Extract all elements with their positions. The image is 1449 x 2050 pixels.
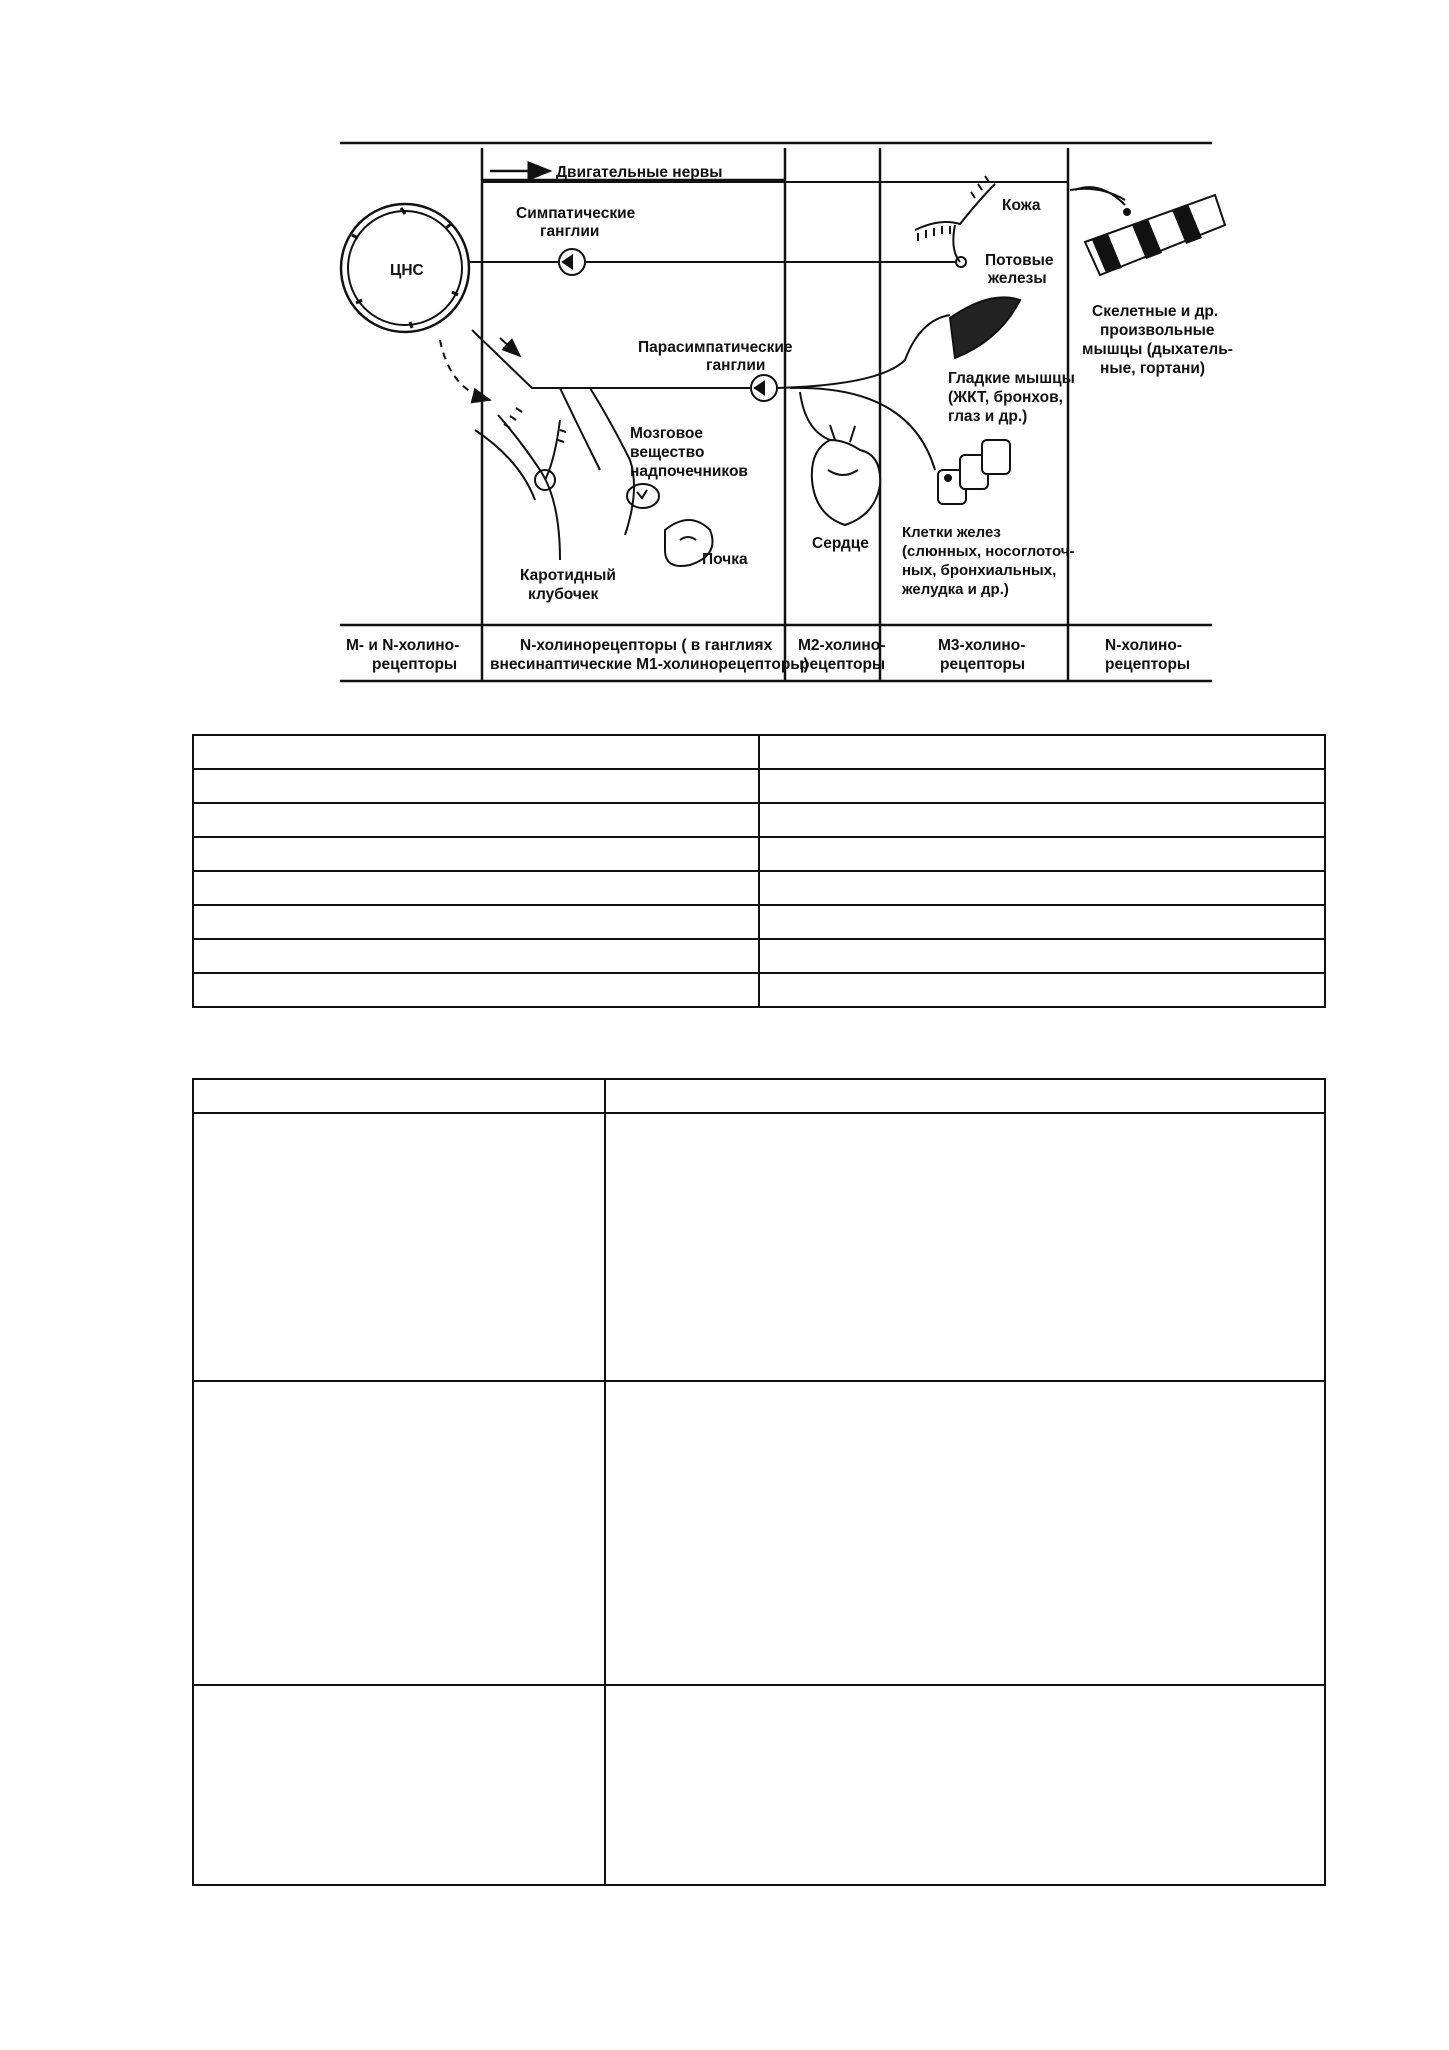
table-row — [193, 1685, 1325, 1885]
svg-text:(ЖКТ, бронхов,: (ЖКТ, бронхов, — [948, 389, 1063, 406]
svg-text:ных, бронхиальных,: ных, бронхиальных, — [902, 562, 1057, 579]
adrenal-medulla-label — [630, 425, 748, 480]
carotid-body-label — [520, 567, 616, 603]
svg-text:клубочек: клубочек — [528, 586, 599, 603]
empty-table-1 — [192, 734, 1326, 1008]
table-cell[interactable] — [759, 871, 1325, 905]
svg-text:Клетки желез: Клетки желез — [902, 524, 1001, 541]
table-cell[interactable] — [605, 1079, 1325, 1113]
svg-text:желудка и др.): желудка и др.) — [902, 581, 1009, 598]
diagram-frame — [340, 143, 1212, 681]
table-cell[interactable] — [193, 1685, 605, 1885]
footer-col1 — [346, 637, 459, 673]
footer-col5 — [1105, 637, 1190, 673]
table-row — [193, 939, 1325, 973]
svg-text:M3-холино-: M3-холино- — [938, 637, 1026, 654]
table-cell[interactable] — [759, 735, 1325, 769]
gland-cells-label — [901, 524, 1074, 598]
table-row — [193, 1381, 1325, 1685]
motor-nerves-label: Двигательные нервы — [556, 164, 723, 181]
empty-table-2 — [192, 1078, 1326, 1886]
svg-text:N-холинорецепторы ( в ганглиях: N-холинорецепторы ( в ганглиях — [520, 637, 773, 654]
svg-text:M- и N-холино-: M- и N-холино- — [346, 637, 460, 654]
table-cell[interactable] — [605, 1113, 1325, 1381]
svg-text:(слюнных, носоглоточ-: (слюнных, носоглоточ- — [902, 543, 1075, 560]
table-cell[interactable] — [193, 939, 759, 973]
motor-nerves-header — [490, 164, 723, 181]
cns-label: ЦНС — [390, 262, 424, 279]
table-row — [193, 871, 1325, 905]
svg-text:Скелетные и др.: Скелетные и др. — [1092, 303, 1219, 320]
table-cell[interactable] — [759, 905, 1325, 939]
svg-text:вещество: вещество — [630, 444, 705, 461]
heart-label: Сердце — [812, 535, 869, 552]
table-cell[interactable] — [193, 871, 759, 905]
svg-text:надпочечников: надпочечников — [630, 463, 748, 480]
svg-text:Симпатические: Симпатические — [516, 205, 636, 222]
sweat-glands-label — [985, 252, 1054, 287]
svg-text:рецепторы: рецепторы — [1105, 656, 1191, 673]
table-cell[interactable] — [193, 1113, 605, 1381]
footer-col2 — [490, 637, 809, 673]
cholinoreceptor-diagram — [0, 0, 1449, 720]
svg-text:железы: железы — [988, 270, 1047, 287]
table-cell[interactable] — [193, 905, 759, 939]
table-cell[interactable] — [193, 1079, 605, 1113]
table-row — [193, 973, 1325, 1007]
skin-icon — [915, 176, 995, 262]
svg-text:мышцы (дыхатель-: мышцы (дыхатель- — [1082, 341, 1233, 358]
svg-text:ганглии: ганглии — [540, 223, 600, 240]
table-row — [193, 803, 1325, 837]
table-cell[interactable] — [193, 837, 759, 871]
svg-text:Мозговое: Мозговое — [630, 425, 704, 442]
svg-text:рецепторы: рецепторы — [800, 656, 886, 673]
svg-text:произвольные: произвольные — [1100, 322, 1215, 339]
svg-text:внесинаптические M1-холинореце: внесинаптические M1-холинорецепторы) — [490, 656, 809, 673]
table-cell[interactable] — [605, 1685, 1325, 1885]
footer-col3 — [798, 637, 885, 673]
table-row — [193, 1079, 1325, 1113]
sympathetic-ganglia-label — [516, 205, 636, 240]
table-cell[interactable] — [759, 973, 1325, 1007]
table-row — [193, 735, 1325, 769]
skin-label: Кожа — [1002, 197, 1041, 214]
svg-text:рецепторы: рецепторы — [372, 656, 458, 673]
cns-circle — [341, 204, 469, 332]
svg-text:ные, гортани): ные, гортани) — [1100, 360, 1206, 377]
table-cell[interactable] — [759, 837, 1325, 871]
table-row — [193, 1113, 1325, 1381]
table-cell[interactable] — [759, 939, 1325, 973]
gland-cells-icon — [938, 440, 1010, 504]
svg-text:Потовые: Потовые — [985, 252, 1054, 269]
skeletal-muscles-label — [1082, 303, 1233, 377]
table-cell[interactable] — [193, 769, 759, 803]
svg-text:N-холино-: N-холино- — [1105, 637, 1183, 654]
heart-icon — [812, 425, 880, 525]
svg-text:ганглии: ганглии — [706, 357, 766, 374]
table-row — [193, 905, 1325, 939]
table-cell[interactable] — [605, 1381, 1325, 1685]
parasympathetic-ganglia-label — [638, 339, 793, 374]
skeletal-muscle-icon — [1075, 187, 1225, 275]
carotid-body-icon — [440, 340, 566, 560]
kidney-label: Почка — [702, 551, 748, 568]
table-row — [193, 837, 1325, 871]
smooth-muscles-label — [948, 370, 1075, 425]
smooth-muscle-icon — [950, 297, 1020, 358]
svg-text:глаз и др.): глаз и др.) — [948, 408, 1028, 425]
svg-text:Каротидный: Каротидный — [520, 567, 616, 584]
table-cell[interactable] — [759, 769, 1325, 803]
svg-text:M2-холино-: M2-холино- — [798, 637, 886, 654]
table-cell[interactable] — [193, 1381, 605, 1685]
svg-text:рецепторы: рецепторы — [940, 656, 1026, 673]
table-cell[interactable] — [193, 803, 759, 837]
svg-text:Гладкие мышцы: Гладкие мышцы — [948, 370, 1075, 387]
svg-text:Парасимпатические: Парасимпатические — [638, 339, 793, 356]
footer-col4 — [938, 637, 1025, 673]
table-cell[interactable] — [759, 803, 1325, 837]
table-row — [193, 769, 1325, 803]
table-cell[interactable] — [193, 973, 759, 1007]
table-cell[interactable] — [193, 735, 759, 769]
